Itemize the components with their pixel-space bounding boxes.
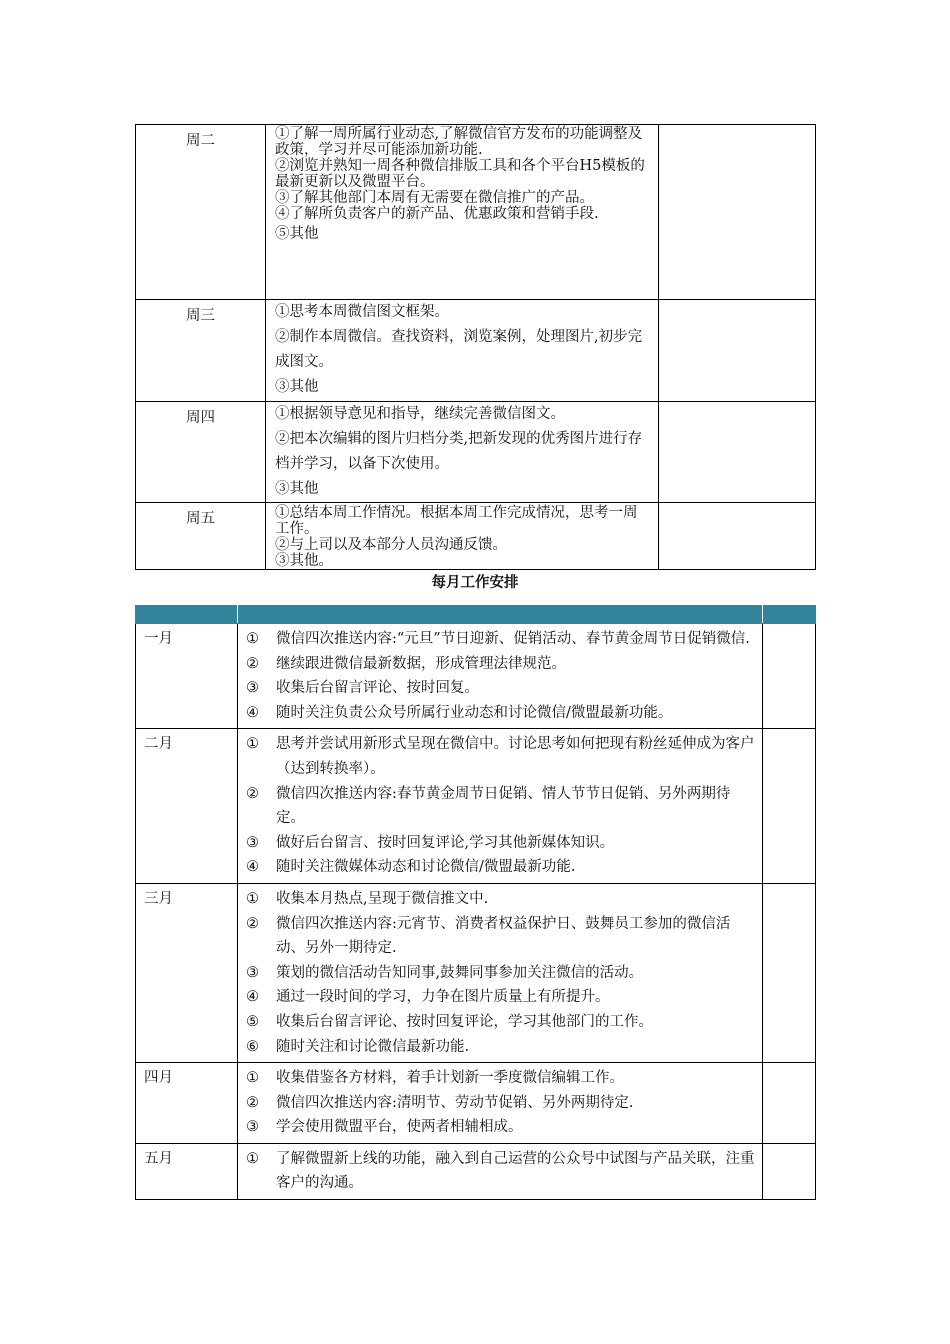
blank-cell — [763, 883, 816, 1062]
table-row — [136, 883, 816, 1062]
item-text: 微信四次推送内容:春节黄金周节日促销、情人节节日促销、另外两期待定。 — [276, 785, 731, 827]
list-item — [238, 855, 762, 880]
task-item: ①根据领导意见和指导，继续完善微信图文。 — [275, 406, 566, 422]
item-text: 收集后台留言评论、按时回复。 — [276, 680, 479, 697]
task-item: ①总结本周工作情况。根据本周工作完成情况，思考一周工作。 — [275, 505, 638, 537]
task-item: ②把本次编辑的图片归档分类,把新发现的优秀图片进行存档并学习，以备下次使用。 — [275, 431, 643, 472]
table-header-row — [136, 606, 816, 624]
task-cell — [266, 402, 659, 503]
blank-cell — [763, 624, 816, 729]
task-item: ①思考本周微信图文框架。 — [275, 304, 450, 320]
table-row — [136, 402, 816, 503]
blank-cell — [659, 125, 816, 300]
task-cell — [266, 300, 659, 402]
list-item — [238, 912, 762, 961]
item-number: ② — [246, 915, 259, 932]
item-text: 收集本月热点,呈现于微信推文中. — [276, 890, 489, 907]
item-text: 收集后台留言评论、按时回复评论，学习其他部门的工作。 — [276, 1013, 653, 1030]
table-row — [136, 1143, 816, 1199]
month-cell: 二月 — [136, 729, 238, 884]
table-row — [136, 1063, 816, 1144]
item-number: ③ — [246, 834, 259, 851]
item-text: 收集借鉴各方材料，着手计划新一季度微信编辑工作。 — [276, 1070, 624, 1087]
month-cell: 四月 — [136, 1063, 238, 1144]
list-item — [238, 1035, 762, 1060]
item-number: ② — [246, 785, 259, 802]
header-cell — [136, 606, 238, 624]
task-cell — [266, 125, 659, 300]
task-cell — [238, 1143, 763, 1199]
day-cell: 周三 — [136, 300, 266, 402]
task-item: ②浏览并熟知一周各种微信排版工具和各个平台H5模板的最新更新以及微盟平台。 — [275, 158, 645, 190]
table-row — [136, 729, 816, 884]
list-item — [238, 985, 762, 1010]
list-item — [238, 1066, 762, 1091]
item-number: ① — [246, 631, 259, 647]
list-item — [238, 676, 762, 701]
table-row — [136, 300, 816, 402]
item-number: ④ — [246, 989, 259, 1006]
blank-cell — [763, 1143, 816, 1199]
task-item: ③其他 — [275, 481, 319, 497]
day-cell: 周五 — [136, 503, 266, 570]
blank-cell — [659, 402, 816, 503]
item-number: ① — [246, 736, 259, 753]
blank-cell — [659, 503, 816, 570]
item-text: 微信四次推送内容:清明节、劳动节促销、另外两期待定. — [276, 1094, 634, 1111]
task-item: ②制作本周微信。查找资料，浏览案例，处理图片,初步完成图文。 — [275, 329, 643, 370]
item-number: ⑤ — [246, 1013, 259, 1030]
monthly-schedule-table — [135, 605, 816, 1200]
item-text: 随时关注负责公众号所属行业动态和讨论微信/微盟最新功能。 — [276, 704, 673, 721]
table-row — [136, 624, 816, 729]
task-item: ②与上司以及本部分人员沟通反馈。 — [275, 537, 508, 553]
item-text: 微信四次推送内容:“元旦”节日迎新、促销活动、春节黄金周节日促销微信. — [276, 631, 750, 647]
list-item — [238, 961, 762, 986]
item-text: 随时关注和讨论微信最新功能. — [276, 1038, 470, 1055]
item-text: 通过一段时间的学习，力争在图片质量上有所提升。 — [276, 989, 610, 1006]
day-cell: 周四 — [136, 402, 266, 503]
item-number: ① — [246, 1150, 259, 1167]
item-text: 策划的微信活动告知同事,鼓舞同事参加关注微信的活动。 — [276, 964, 644, 981]
list-item — [238, 1091, 762, 1116]
item-text: 做好后台留言、按时回复评论,学习其他新媒体知识。 — [276, 834, 615, 851]
list-item — [238, 782, 762, 831]
item-number: ① — [246, 1070, 259, 1087]
list-item — [238, 1115, 762, 1140]
day-cell: 周二 — [136, 125, 266, 300]
header-cell — [238, 606, 763, 624]
task-item: ③其他。 — [275, 553, 334, 569]
list-item — [238, 701, 762, 726]
task-cell — [238, 883, 763, 1062]
task-item: ⑤其他 — [275, 226, 319, 242]
task-item: ③了解其他部门本周有无需要在微信推广的产品。 — [275, 190, 595, 206]
item-number: ② — [246, 655, 259, 672]
item-text: 随时关注微媒体动态和讨论微信/微盟最新功能. — [276, 859, 576, 876]
month-cell: 五月 — [136, 1143, 238, 1199]
list-item — [238, 1010, 762, 1035]
item-number: ④ — [246, 859, 259, 876]
weekly-schedule-table — [135, 124, 816, 570]
task-cell — [238, 624, 763, 729]
list-item — [238, 1147, 762, 1196]
task-item: ①了解一周所属行业动态,了解微信官方发布的功能调整及政策，学习并尽可能添加新功能. — [275, 126, 643, 158]
month-cell: 三月 — [136, 883, 238, 1062]
item-number: ③ — [246, 680, 259, 697]
item-text: 了解微盟新上线的功能，融入到自己运营的公众号中试图与产品关联，注重客户的沟通。 — [276, 1150, 755, 1192]
task-cell — [238, 729, 763, 884]
item-text: 微信四次推送内容:元宵节、消费者权益保护日、鼓舞员工参加的微信活动、另外一期待定. — [276, 915, 731, 957]
blank-cell — [763, 729, 816, 884]
header-cell — [763, 606, 816, 624]
table-row — [136, 503, 816, 570]
task-cell — [238, 1063, 763, 1144]
monthly-section-title: 每月工作安排 — [431, 575, 519, 591]
list-item — [238, 831, 762, 856]
table-row — [136, 125, 816, 300]
item-number: ① — [246, 890, 259, 907]
blank-cell — [763, 1063, 816, 1144]
list-item — [238, 652, 762, 677]
item-number: ④ — [246, 704, 259, 721]
item-text: 继续跟进微信最新数据，形成管理法律规范。 — [276, 655, 566, 672]
list-item — [238, 887, 762, 912]
item-number: ⑥ — [246, 1038, 259, 1055]
blank-cell — [659, 300, 816, 402]
list-item — [238, 732, 762, 781]
item-number: ③ — [246, 964, 259, 981]
task-cell — [266, 503, 659, 570]
month-cell: 一月 — [136, 624, 238, 729]
item-text: 学会使用微盟平台，使两者相辅相成。 — [276, 1119, 523, 1136]
task-item: ③其他 — [275, 379, 319, 395]
task-item: ④了解所负责客户的新产品、优惠政策和营销手段. — [275, 206, 599, 222]
item-text: 思考并尝试用新形式呈现在微信中。讨论思考如何把现有粉丝延伸成为客户（达到转换率）。 — [276, 736, 755, 777]
list-item — [238, 627, 762, 652]
item-number: ③ — [246, 1119, 259, 1136]
item-number: ② — [246, 1094, 259, 1111]
